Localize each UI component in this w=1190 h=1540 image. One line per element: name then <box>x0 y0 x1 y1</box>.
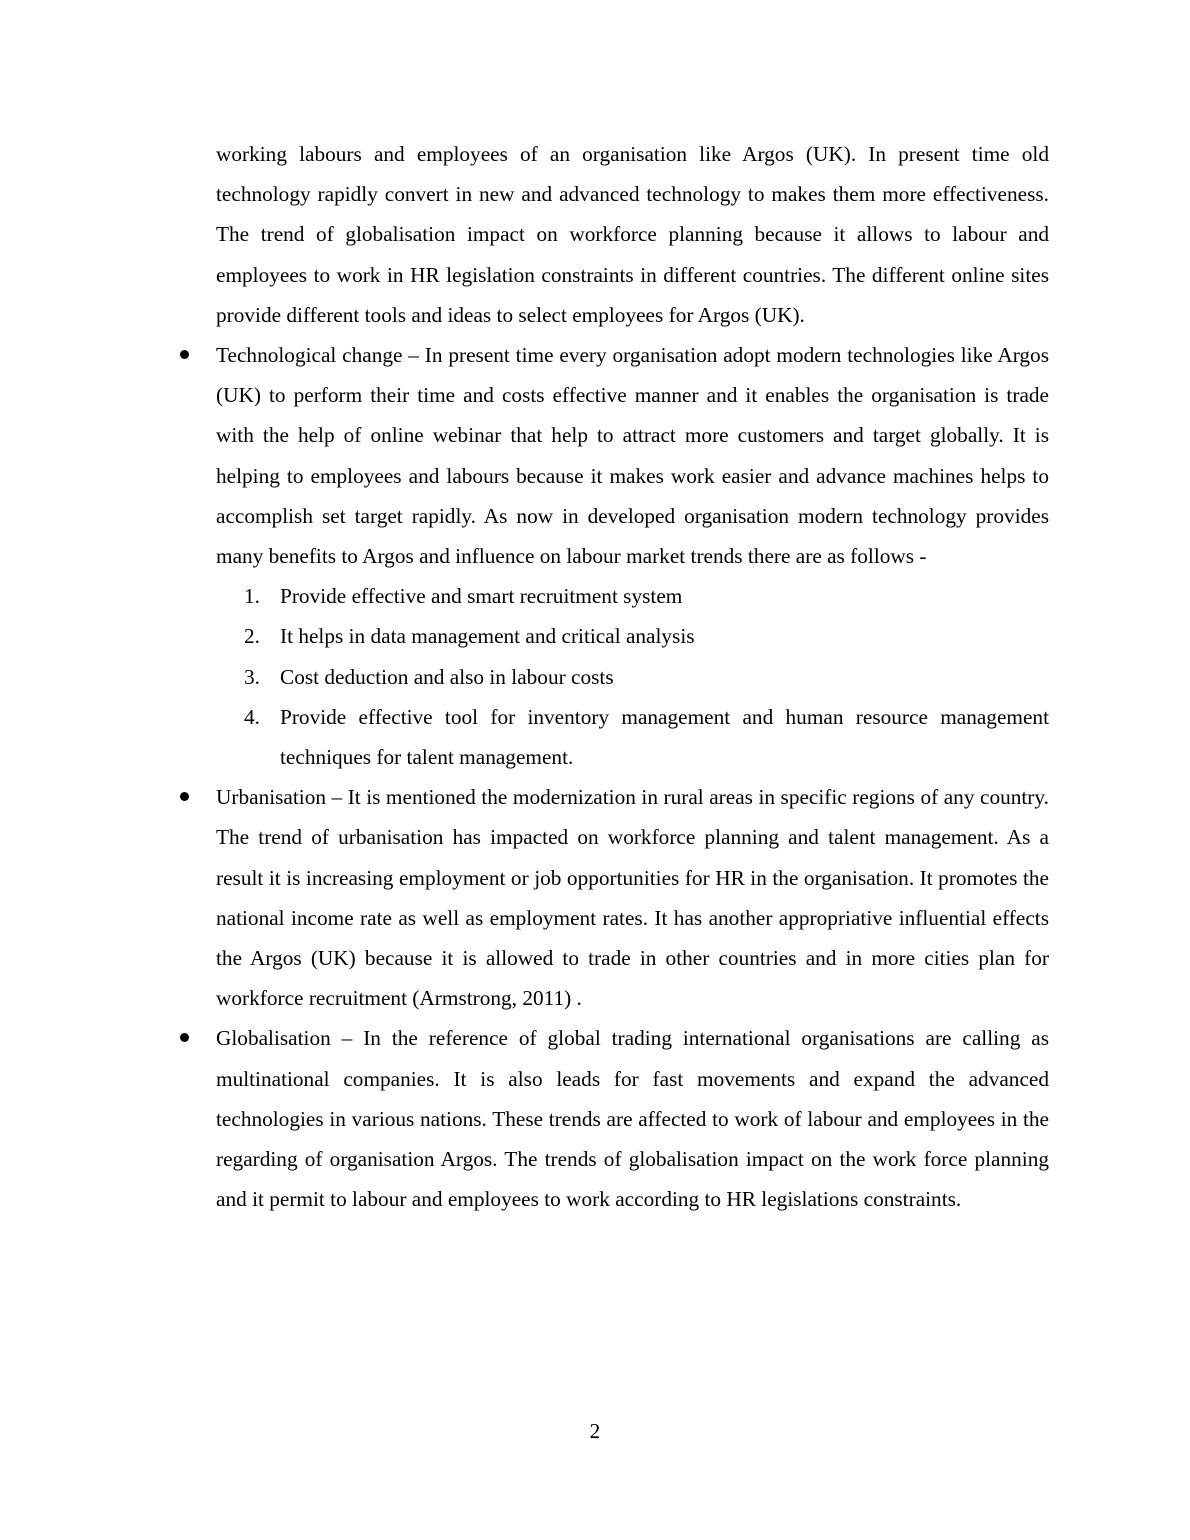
bullet-item-technological-change <box>216 335 1049 576</box>
bullet-icon <box>180 792 189 801</box>
numbered-list-item <box>216 697 1049 777</box>
bullet-text: Technological change – In present time every organisation adopt modern technologies like Argos (UK) to perform their time and costs effective manner and it enables the organisation is trade with the help of online webinar that help to attract more customers and target globally. It is helping to employees and labours because it makes work easier and advance machines helps to accomplish set target rapidly. As now in developed organisation modern technology provides many benefits to Argos and influence on labour market trends there are as follows - <box>216 343 1049 569</box>
bullet-item-urbanisation <box>216 777 1049 1018</box>
list-item-text: Provide effective and smart recruitment system <box>280 584 683 609</box>
intro-paragraph: working labours and employees of an organisation like Argos (UK). In present time old technology rapidly convert in new and advanced technology to makes them more effectiveness. The trend of globalisation impact on workforce planning because it allows to labour and employees to work in HR legislation constraints in different countries. The different online sites provide different tools and ideas to select employees for Argos (UK). <box>216 142 1049 327</box>
list-item-text: Cost deduction and also in labour costs <box>280 664 614 689</box>
bullet-icon <box>180 350 189 359</box>
numbered-list-item <box>216 576 1049 616</box>
list-item-text: It helps in data management and critical analysis <box>280 624 695 649</box>
list-number: 3. <box>244 664 260 689</box>
numbered-list <box>216 576 1049 777</box>
bullet-icon <box>180 1033 189 1042</box>
document-body <box>216 134 1049 1219</box>
list-number: 1. <box>244 584 260 609</box>
bullet-text: Urbanisation – It is mentioned the modernization in rural areas in specific regions of any country. The trend of urbanisation has impacted on workforce planning and talent management. As a result it is increasing employment or job opportunities for HR in the organisation. It promotes the national income rate as well as employment rates. It has another appropriative influential effects the Argos (UK) because it is allowed to trade in other countries and in more cities plan for workforce recruitment (Armstrong, 2011) . <box>216 785 1049 1011</box>
list-number: 4. <box>244 704 260 729</box>
numbered-list-item <box>216 616 1049 656</box>
page-number: 2 <box>589 1419 601 1443</box>
list-item-text: Provide effective tool for inventory management and human resource management techniques for talent management. <box>280 704 1049 770</box>
list-number: 2. <box>244 624 260 649</box>
bullet-item-globalisation <box>216 1018 1049 1219</box>
numbered-list-item <box>216 657 1049 697</box>
bullet-text: Globalisation – In the reference of global trading international organisations are calling as multinational companies. It is also leads for fast movements and expand the advanced technologies in various nations. These trends are affected to work of labour and employees in the regarding of organisation Argos. The trends of globalisation impact on the work force planning and it permit to labour and employees to work according to HR legislations constraints. <box>216 1026 1049 1212</box>
